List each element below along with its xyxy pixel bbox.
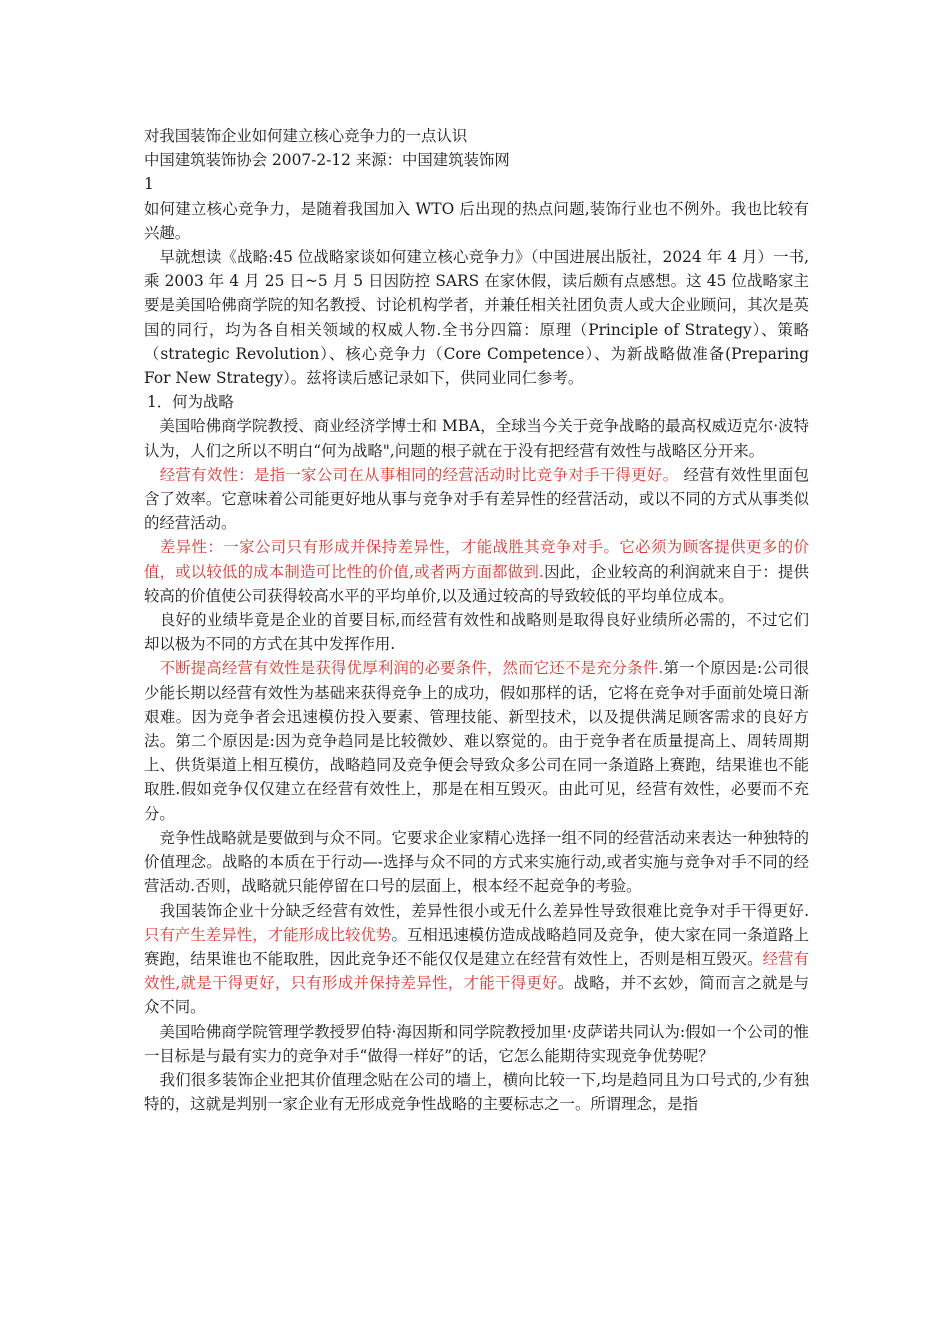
- paragraph-intro: 如何建立核心竞争力，是随着我国加入 WTO 后出现的热点问题,装饰行业也不例外。我也比较有兴趣。: [144, 199, 809, 242]
- source-line: 中国建筑装饰协会 2007-2-12 来源：中国建筑装饰网: [144, 151, 510, 170]
- paragraph-performance: 良好的业绩毕竟是企业的首要目标,而经营有效性和战略则是取得良好业绩所必需的，不过它们却以极为不同的方式在其中发挥作用.: [144, 611, 809, 654]
- paragraph-domestic-industry: [144, 899, 809, 1020]
- document-body: [144, 124, 809, 1116]
- highlight-statement: 只有产生差异性，才能形成比较优势: [144, 925, 392, 944]
- paragraph-text: 经营有效性里面包含了效率。它意味着公司能更好地从事与竞争对手有差异性的经营活动，或以不同的方式从事类似的经营活动。: [144, 465, 809, 533]
- paragraph-necessary-condition: [144, 656, 809, 825]
- paragraph-text: 。战略，并不玄妙，简而言之就是与众不同。: [144, 974, 809, 1017]
- paragraph-value-concept: 我们很多装饰企业把其价值理念贴在公司的墙上，横向比较一下,均是趋同且为口号式的,少有独特的，这就是判别一家企业有无形成竞争性战略的主要标志之一。所谓理念，是指: [144, 1070, 809, 1114]
- paragraph-text: 。互相迅速模仿造成战略趋同及竞争，使大家在同一条道路上赛跑，结果谁也不能取胜，因此竞争还不能仅仅是建立在经营有效性上，否则是相互毁灭。: [144, 925, 809, 968]
- paragraph-competitive-strategy: 竞争性战略就是要做到与众不同。它要求企业家精心选择一组不同的经营活动来表达一种独特的价值理念。战略的本质在于行动—-选择与众不同的方式来实施行动,或者实施与竞争对手不同的经营活动.否则，战略就只能停留在口号的层面上，根本经不起竞争的考验。: [144, 828, 809, 896]
- section-heading-what-is-strategy: 1．何为战略: [147, 393, 234, 412]
- paragraph-text: 因此，企业较高的利润就来自于：提供较高的价值使公司获得较高水平的平均单价,以及通过较高的导致较低的平均单位成本。: [144, 562, 809, 605]
- highlight-definition: 经营有效性：是指一家公司在从事相同的经营活动时比竞争对手干得更好。: [144, 465, 679, 484]
- paragraph-text: 第一个原因是:公司很少能长期以经营有效性为基础来获得竞争上的成功，假如那样的话，它将在竞争对手面前处境日渐艰难。因为竞争者会迅速模仿投入要素、管理技能、新型技术，以及提供满足顾客需求的良好方法。第二个原因是:因为竞争趋同是比较微妙、难以察觉的。由于竞争者在质量提高上、周转周期上、供货渠道上相互模仿，战略趋同及竞争便会导致众多公司在同一条道路上赛跑，结果谁也不能取胜.假如竞争仅仅建立在经营有效性上，那是在相互毁灭。由此可见，经营有效性，必要而不充分。: [144, 659, 809, 823]
- highlight-statement: 经营有效性,就是干得更好，只有形成并保持差异性，才能干得更好: [144, 949, 809, 993]
- paragraph-book-review: 早就想读《战略:45 位战略家谈如何建立核心竞争力》（中国进展出版社，2024 年 4 月）一书,乘 2003 年 4 月 25 日~5 月 5 日因防控 SARS 在家休假，读后颇有点感想。这 45 位战略家主要是美国哈佛商学院的知名教授、讨论机构学者，并兼任相关社团负责人或大企业顾问，其次是英国的同行，均为各自相关领域的权威人物.全书分四篇：原理（Principle of Strategy）、策略（strategic Revolution）、核心竞争力（Core Competence）、为新战略做准备(Preparing For New Strategy）。兹将读后感记录如下，供同业同仁参考。: [144, 248, 809, 388]
- document-title: 对我国装饰企业如何建立核心竞争力的一点认识: [144, 127, 468, 145]
- paragraph-hayes-pisano: 美国哈佛商学院管理学教授罗伯特·海因斯和同学院教授加里·皮萨诺共同认为:假如一个公司的惟一目标是与最有实力的竞争对手“做得一样好”的话，它怎么能期待实现竞争优势呢？: [144, 1022, 809, 1065]
- paragraph-differentiation: [144, 535, 809, 608]
- paragraph-porter: 美国哈佛商学院教授、商业经济学博士和 MBA，全球当今关于竞争战略的最高权威迈克尔·波特认为，人们之所以不明白“何为战略",问题的根子就在于没有把经营有效性与战略区分开来。: [144, 417, 809, 460]
- highlight-statement: 不断提高经营有效性是获得优厚利润的必要条件，然而它还不是充分条件.: [144, 659, 664, 678]
- highlight-definition: 差异性：一家公司只有形成并保持差异性，才能战胜其竞争对手。它必须为顾客提供更多的价值，或以较低的成本制造可比性的价值,或者两方面都做到.: [144, 538, 809, 581]
- page-marker: 1: [144, 175, 154, 194]
- paragraph-operational-effectiveness: [144, 463, 809, 536]
- paragraph-text: 我国装饰企业十分缺乏经营有效性，差异性很小或无什么差异性导致很难比竞争对手干得更好.: [144, 901, 809, 920]
